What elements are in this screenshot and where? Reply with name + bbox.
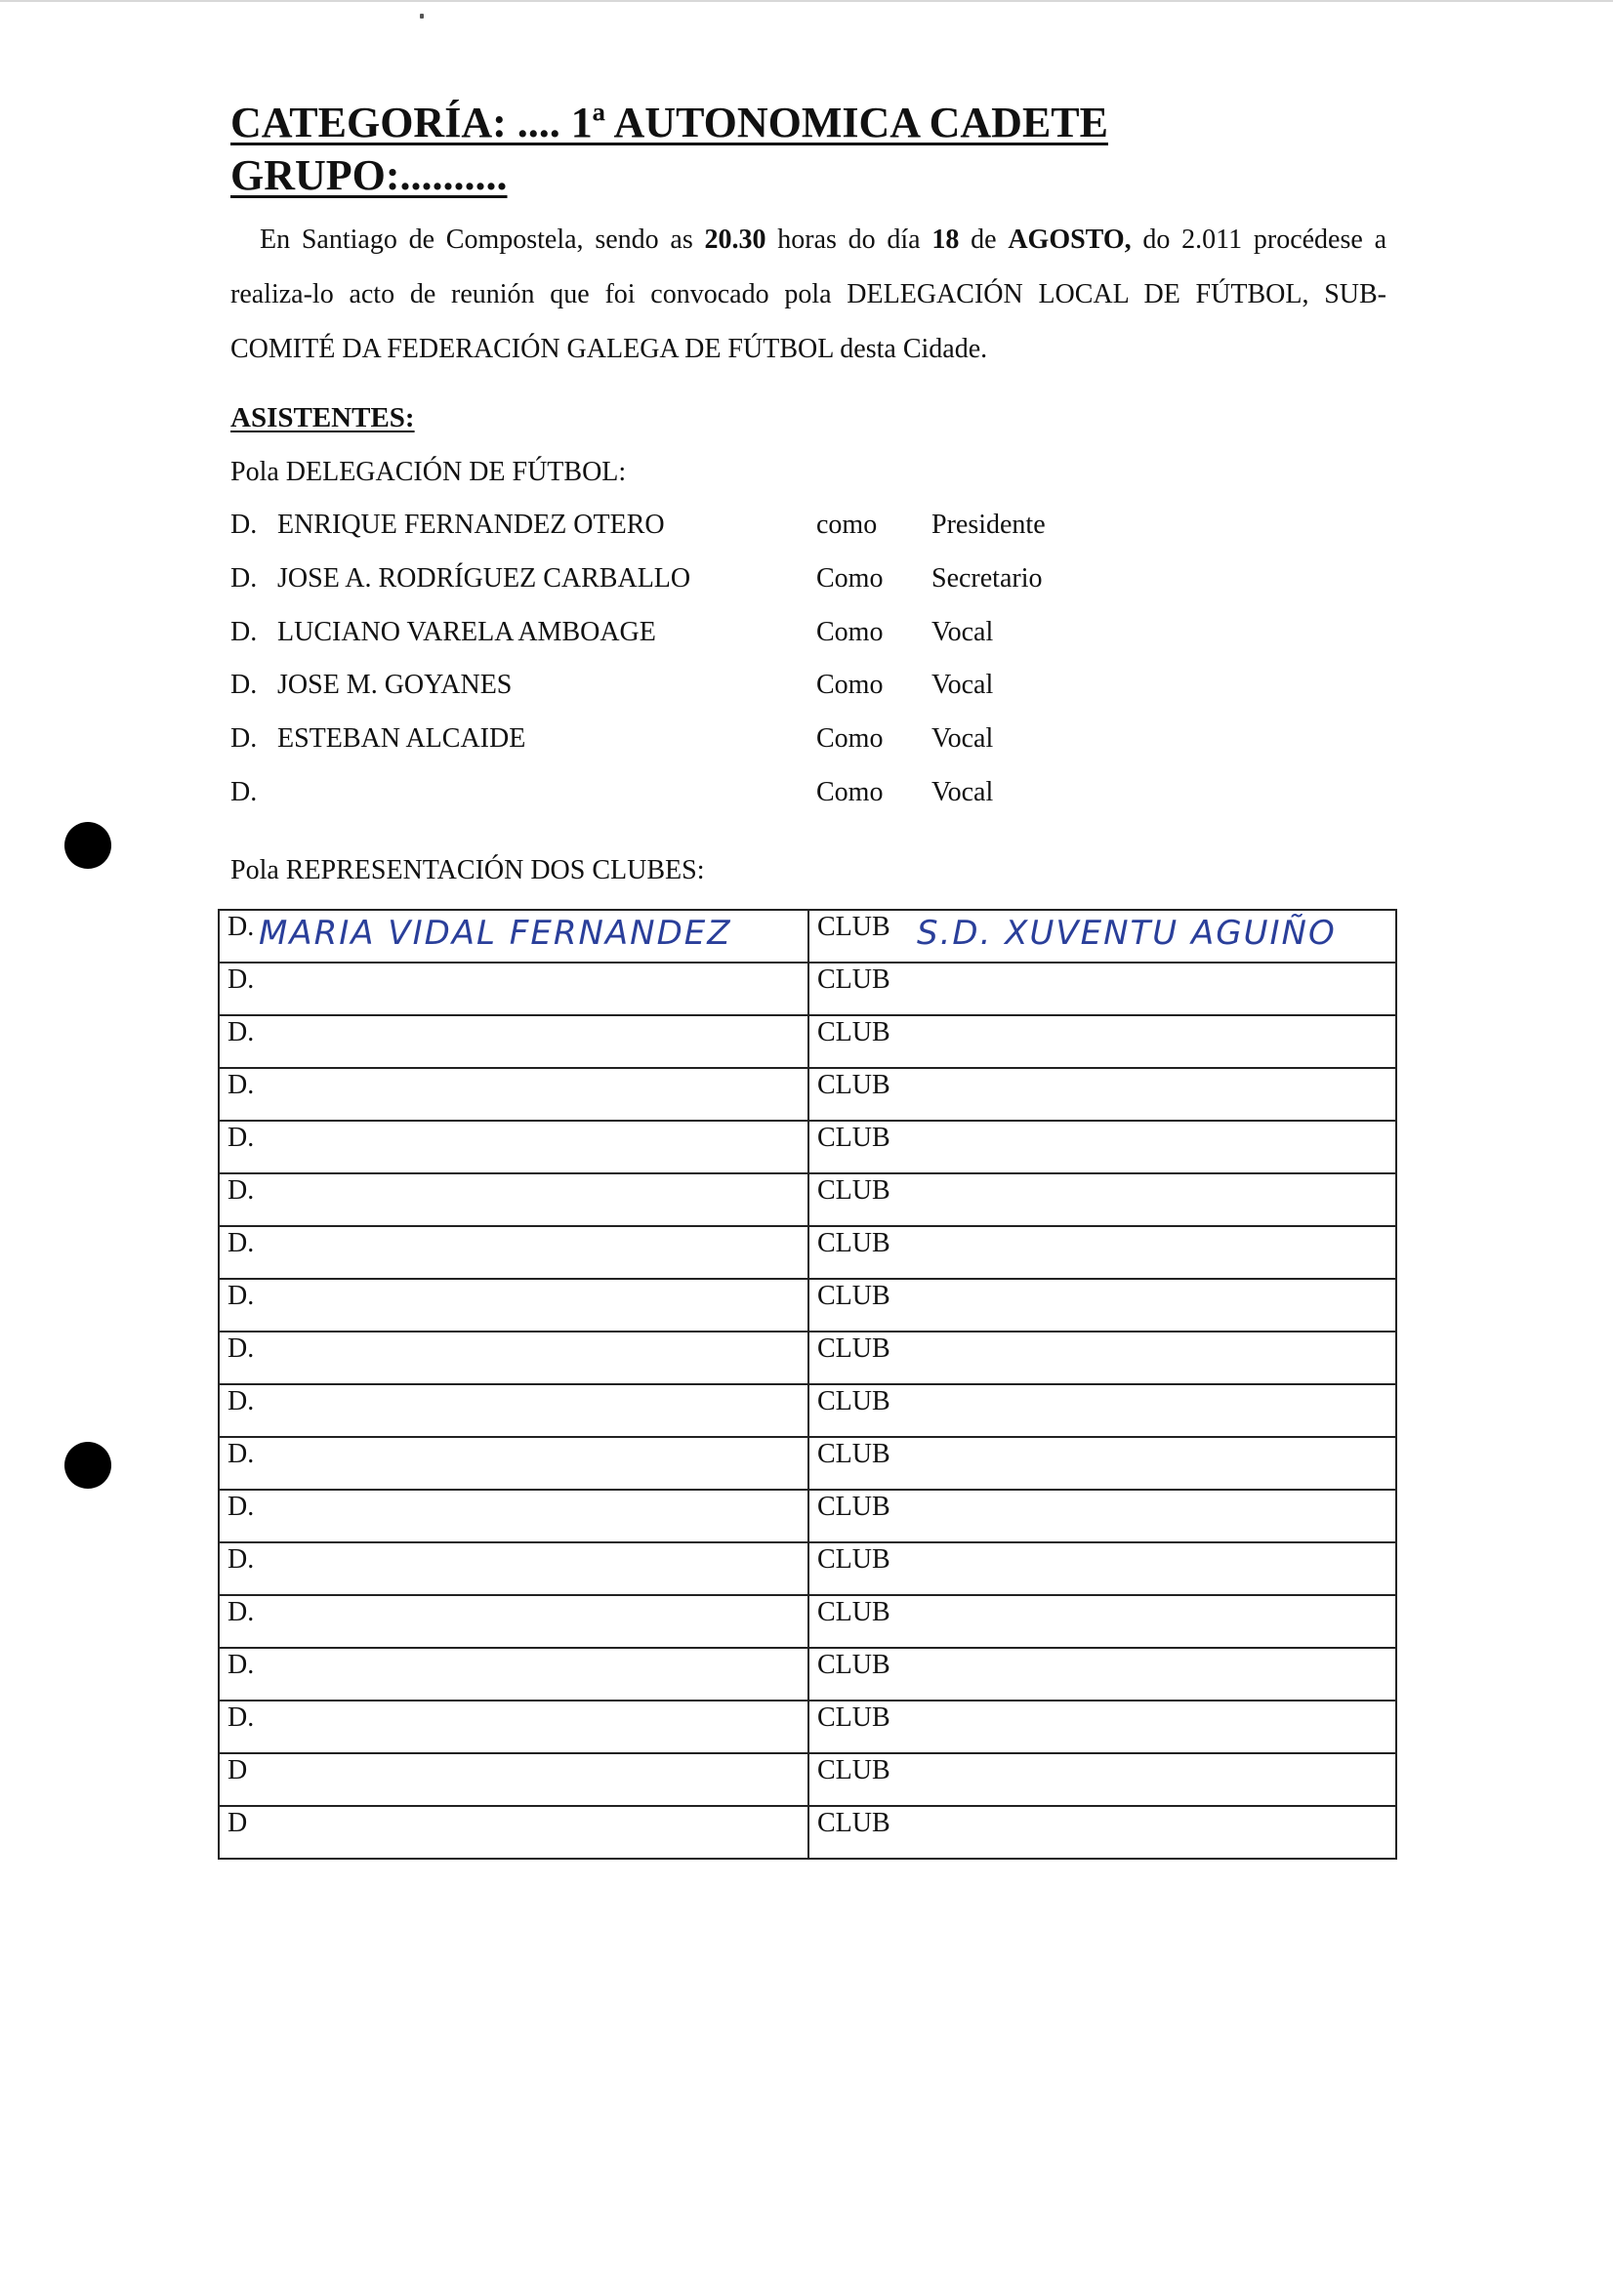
attendee-prefix: D. [230, 777, 258, 807]
club-cell[interactable] [808, 1015, 1396, 1068]
scan-speck [420, 14, 424, 19]
club-label: CLUB [817, 912, 890, 942]
attendee-name: ESTEBAN ALCAIDE [277, 723, 526, 754]
club-label: CLUB [817, 1544, 890, 1575]
intro-text-1: En Santiago de Compostela, sendo as [260, 225, 705, 255]
attendee-row [230, 723, 1109, 762]
club-cell[interactable] [808, 1173, 1396, 1226]
intro-mes: AGOSTO, [1008, 225, 1132, 255]
club-cell[interactable] [808, 1753, 1396, 1806]
club-label: CLUB [817, 1808, 890, 1838]
intro-dia: 18 [931, 225, 960, 255]
club-cell[interactable] [808, 910, 1396, 963]
attendee-como: Como [816, 777, 884, 807]
club-cell[interactable] [808, 1384, 1396, 1437]
attendee-name: JOSE A. RODRÍGUEZ CARBALLO [277, 563, 691, 594]
attendee-name: JOSE M. GOYANES [277, 670, 513, 700]
representative-cell[interactable] [219, 1806, 808, 1859]
club-label: CLUB [817, 1017, 890, 1047]
representative-prefix: D. [227, 1070, 255, 1100]
attendee-row [230, 777, 1109, 816]
representative-cell[interactable] [219, 1279, 808, 1332]
representative-prefix: D [227, 1808, 248, 1838]
attendee-role: Vocal [931, 723, 994, 754]
club-table-row [219, 1490, 1396, 1542]
club-label: CLUB [817, 1386, 890, 1416]
club-table-row [219, 1279, 1396, 1332]
attendee-prefix: D. [230, 563, 258, 594]
club-table-row [219, 1173, 1396, 1226]
representative-prefix: D. [227, 1281, 255, 1311]
attendee-prefix: D. [230, 723, 258, 754]
grupo-heading: GRUPO:.......... [230, 151, 508, 199]
attendee-role: Vocal [931, 617, 994, 647]
attendee-como: Como [816, 617, 884, 647]
representative-cell[interactable] [219, 1595, 808, 1648]
club-cell[interactable] [808, 1226, 1396, 1279]
attendee-name: LUCIANO VARELA AMBOAGE [277, 617, 656, 647]
categoria-heading: CATEGORÍA: .... 1ª AUTONOMICA CADETE [230, 99, 1108, 146]
representative-prefix: D. [227, 1492, 255, 1522]
representative-prefix: D. [227, 1597, 255, 1627]
punch-hole-top [64, 822, 111, 869]
club-table-row [219, 1595, 1396, 1648]
representative-cell[interactable] [219, 1226, 808, 1279]
club-table-row [219, 1648, 1396, 1701]
club-label: CLUB [817, 1439, 890, 1469]
intro-text-4: do 2.011 procédese a realiza-lo acto de reunión que foi convocado pola DELEGACIÓN LOCAL DE FÚTBOL, SUB-COMITÉ DA FEDERACIÓN GALEGA DE FÚTBOL desta Cidade. [230, 225, 1386, 364]
intro-text-2: horas do día [765, 225, 932, 255]
club-table-row [219, 1384, 1396, 1437]
club-table-row [219, 1226, 1396, 1279]
representative-prefix: D. [227, 1650, 255, 1680]
club-table-row [219, 963, 1396, 1015]
representative-prefix: D. [227, 912, 255, 942]
scan-edge [0, 0, 1613, 2]
asistentes-title: ASISTENTES: [230, 402, 415, 433]
attendee-prefix: D. [230, 510, 258, 540]
club-label: CLUB [817, 1492, 890, 1522]
club-cell[interactable] [808, 1701, 1396, 1753]
attendee-role: Secretario [931, 563, 1043, 594]
attendee-role: Presidente [931, 510, 1046, 540]
representative-prefix: D. [227, 1386, 255, 1416]
club-label: CLUB [817, 1070, 890, 1100]
representative-cell[interactable] [219, 1384, 808, 1437]
handwritten-representative-name: MARIA VIDAL FERNANDEZ [259, 914, 732, 953]
attendee-role: Vocal [931, 777, 994, 807]
attendee-name: ENRIQUE FERNANDEZ OTERO [277, 510, 665, 540]
representative-cell[interactable] [219, 1332, 808, 1384]
representative-prefix: D. [227, 1175, 255, 1206]
club-label: CLUB [817, 1175, 890, 1206]
representative-prefix: D. [227, 1439, 255, 1469]
representative-prefix: D. [227, 964, 255, 995]
club-table-row [219, 1015, 1396, 1068]
club-table-row [219, 1753, 1396, 1806]
attendee-row [230, 563, 1109, 602]
attendee-como: Como [816, 563, 884, 594]
club-label: CLUB [817, 1755, 890, 1785]
club-table-row [219, 910, 1396, 963]
attendee-como: como [816, 510, 878, 540]
representative-prefix: D [227, 1755, 248, 1785]
attendee-row [230, 670, 1109, 709]
attendee-prefix: D. [230, 617, 258, 647]
representative-cell[interactable] [219, 1015, 808, 1068]
club-cell[interactable] [808, 963, 1396, 1015]
club-table-row [219, 1701, 1396, 1753]
club-table-row [219, 1332, 1396, 1384]
club-label: CLUB [817, 1281, 890, 1311]
club-label: CLUB [817, 1650, 890, 1680]
attendee-como: Como [816, 723, 884, 754]
intro-hora: 20.30 [704, 225, 766, 255]
club-table-row [219, 1068, 1396, 1121]
representative-cell[interactable] [219, 1753, 808, 1806]
representative-cell[interactable] [219, 1173, 808, 1226]
delegacion-label: Pola DELEGACIÓN DE FÚTBOL: [230, 457, 627, 487]
punch-hole-bottom [64, 1442, 111, 1489]
representative-prefix: D. [227, 1702, 255, 1733]
attendee-row [230, 510, 1109, 549]
representative-cell[interactable] [219, 963, 808, 1015]
club-cell[interactable] [808, 1332, 1396, 1384]
club-cell[interactable] [808, 1121, 1396, 1173]
representative-cell[interactable] [219, 910, 808, 963]
representative-prefix: D. [227, 1228, 255, 1258]
club-label: CLUB [817, 1702, 890, 1733]
club-label: CLUB [817, 964, 890, 995]
club-cell[interactable] [808, 1806, 1396, 1859]
club-label: CLUB [817, 1123, 890, 1153]
club-cell[interactable] [808, 1595, 1396, 1648]
club-table-row [219, 1121, 1396, 1173]
representative-prefix: D. [227, 1544, 255, 1575]
club-cell[interactable] [808, 1542, 1396, 1595]
club-label: CLUB [817, 1597, 890, 1627]
club-table-row [219, 1806, 1396, 1859]
attendee-role: Vocal [931, 670, 994, 700]
representative-cell[interactable] [219, 1648, 808, 1701]
club-table-row [219, 1437, 1396, 1490]
handwritten-club-name: S.D. XUVENTU AGUIÑO [917, 914, 1337, 953]
attendee-row [230, 617, 1109, 656]
club-cell[interactable] [808, 1279, 1396, 1332]
club-cell[interactable] [808, 1648, 1396, 1701]
attendee-prefix: D. [230, 670, 258, 700]
clubs-label: Pola REPRESENTACIÓN DOS CLUBES: [230, 855, 705, 885]
representative-cell[interactable] [219, 1701, 808, 1753]
representative-prefix: D. [227, 1017, 255, 1047]
representative-cell[interactable] [219, 1437, 808, 1490]
representative-cell[interactable] [219, 1068, 808, 1121]
representative-prefix: D. [227, 1123, 255, 1153]
intro-paragraph [230, 213, 1386, 377]
attendee-como: Como [816, 670, 884, 700]
club-cell[interactable] [808, 1490, 1396, 1542]
representative-cell[interactable] [219, 1490, 808, 1542]
club-cell[interactable] [808, 1068, 1396, 1121]
representative-cell[interactable] [219, 1121, 808, 1173]
intro-text-3: de [959, 225, 1009, 255]
club-table-row [219, 1542, 1396, 1595]
club-label: CLUB [817, 1228, 890, 1258]
club-label: CLUB [817, 1333, 890, 1364]
clubs-table [218, 909, 1397, 1860]
representative-prefix: D. [227, 1333, 255, 1364]
representative-cell[interactable] [219, 1542, 808, 1595]
club-cell[interactable] [808, 1437, 1396, 1490]
clubs-table-body [219, 910, 1396, 1859]
